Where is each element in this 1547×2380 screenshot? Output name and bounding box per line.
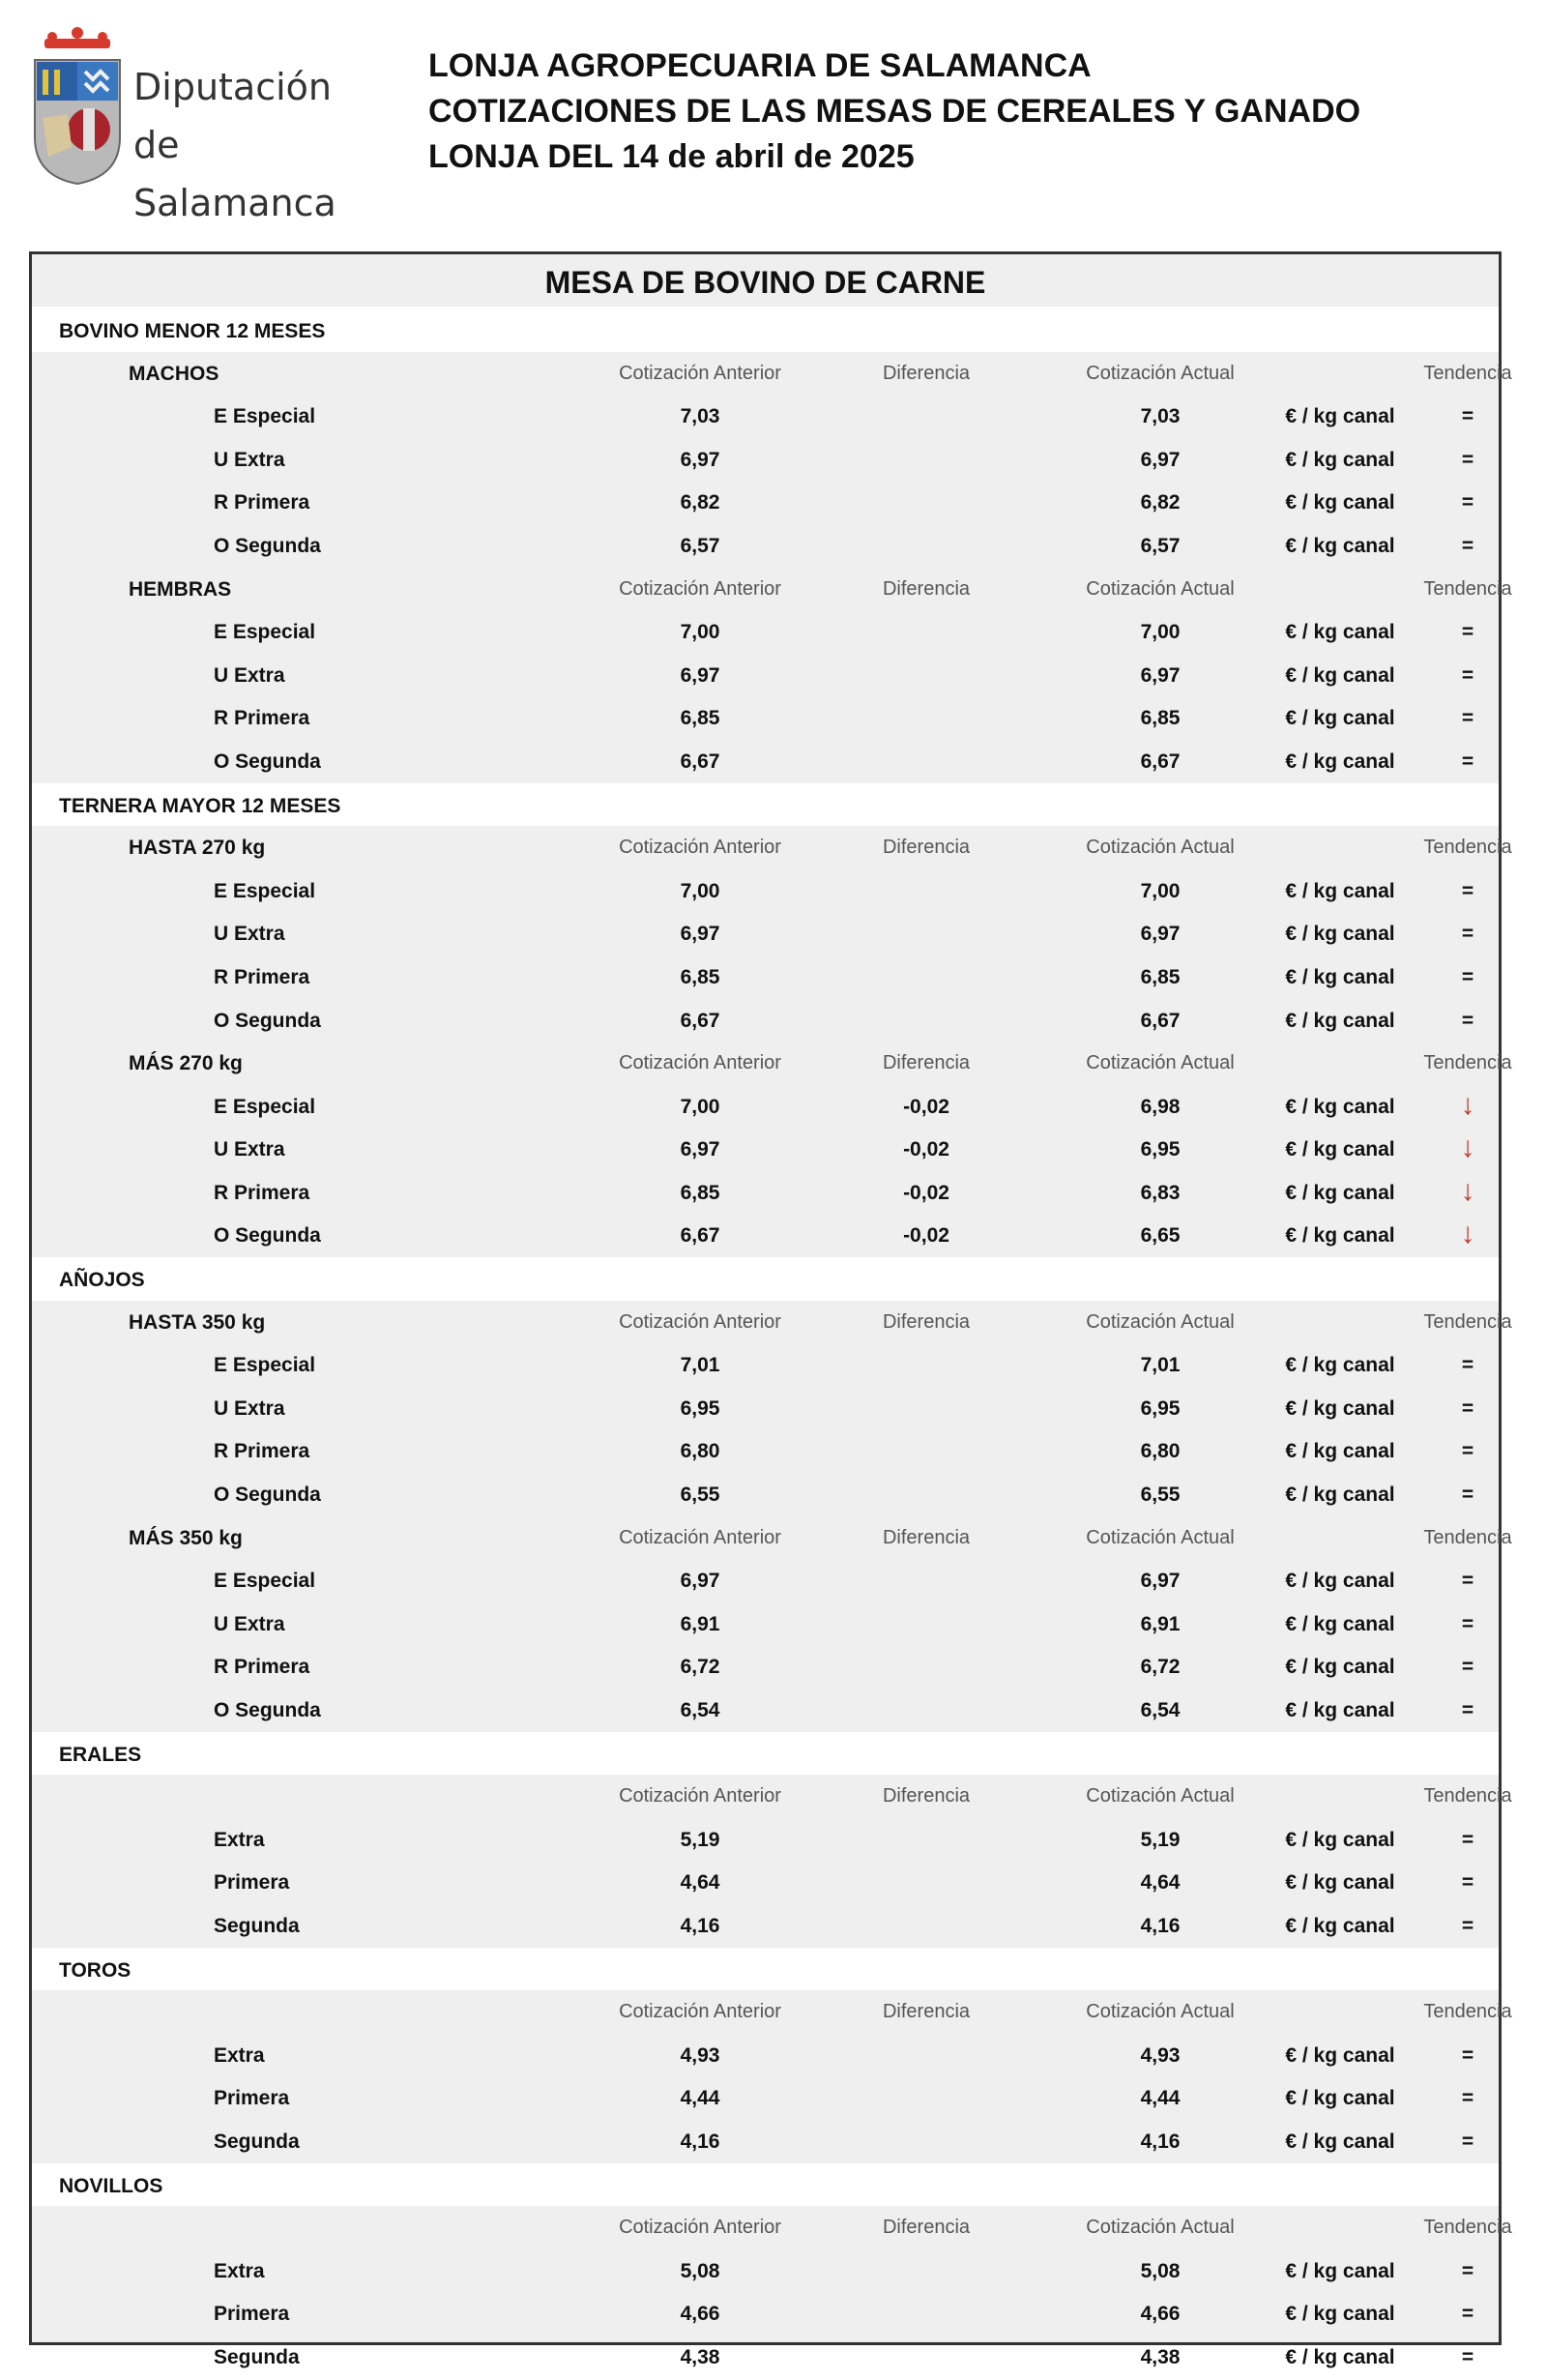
- price-unit: € / kg canal: [1285, 2130, 1395, 2153]
- trend-equal-icon: =: [1461, 2130, 1474, 2153]
- trend-equal-icon: =: [1461, 923, 1474, 946]
- col-diferencia-header: Diferencia: [882, 2217, 971, 2239]
- grade-label: E Especial: [214, 1095, 316, 1118]
- grade-label: E Especial: [214, 621, 316, 644]
- grade-label: R Primera: [214, 707, 310, 730]
- previous-price: 4,93: [680, 2043, 720, 2067]
- price-unit: € / kg canal: [1285, 405, 1395, 428]
- price-row: [32, 1429, 1499, 1473]
- previous-price: 4,38: [680, 2345, 720, 2368]
- col-anterior-header: Cotización Anterior: [619, 362, 781, 384]
- price-row: [32, 2292, 1499, 2336]
- trend-equal-icon: =: [1461, 621, 1474, 644]
- column-header-row: [32, 352, 1512, 396]
- price-row: [32, 1602, 1499, 1646]
- current-price: 6,67: [1140, 1009, 1181, 1032]
- coat-of-arms-icon: [29, 21, 126, 186]
- col-tendencia-header: Tendencia: [1423, 1052, 1512, 1074]
- grade-label: O Segunda: [214, 749, 321, 773]
- price-row: [32, 1085, 1499, 1129]
- price-row: [32, 912, 1499, 955]
- grade-label: Primera: [214, 1871, 290, 1895]
- col-tendencia-header: Tendencia: [1423, 577, 1512, 600]
- current-price: 6,65: [1140, 1224, 1181, 1248]
- grade-label: E Especial: [214, 1354, 316, 1377]
- previous-price: 4,64: [680, 1871, 720, 1895]
- price-unit: € / kg canal: [1285, 2259, 1395, 2282]
- trend-equal-icon: =: [1461, 2345, 1474, 2368]
- trend-equal-icon: =: [1461, 2303, 1474, 2326]
- price-unit: € / kg canal: [1285, 448, 1395, 471]
- col-diferencia-header: Diferencia: [882, 1526, 971, 1548]
- grade-label: R Primera: [214, 1656, 310, 1679]
- current-price: 6,95: [1140, 1138, 1181, 1161]
- previous-price: 5,08: [680, 2259, 720, 2282]
- col-diferencia-header: Diferencia: [882, 837, 971, 859]
- trend-equal-icon: =: [1461, 2043, 1474, 2067]
- grade-label: O Segunda: [214, 1484, 321, 1507]
- group-label: HASTA 350 kg: [129, 1310, 266, 1334]
- current-price: 7,00: [1140, 879, 1181, 902]
- document-header: [428, 44, 1360, 180]
- section-title: NOVILLOS: [59, 2174, 163, 2197]
- price-unit: € / kg canal: [1285, 1699, 1395, 1721]
- section-header: [32, 309, 1499, 352]
- col-actual-header: Cotización Actual: [1086, 1310, 1235, 1333]
- grade-label: O Segunda: [214, 1009, 321, 1032]
- section-header: [32, 1732, 1499, 1776]
- previous-price: 6,85: [680, 965, 720, 988]
- price-unit: € / kg canal: [1285, 1095, 1395, 1118]
- column-header-row: [32, 1301, 1512, 1344]
- section-header: [32, 783, 1499, 827]
- col-tendencia-header: Tendencia: [1423, 837, 1512, 859]
- current-price: 6,83: [1140, 1181, 1181, 1204]
- previous-price: 6,67: [680, 749, 720, 773]
- previous-price: 6,91: [680, 1612, 720, 1635]
- price-unit: € / kg canal: [1285, 1440, 1395, 1463]
- current-price: 6,55: [1140, 1484, 1181, 1507]
- price-row: [32, 1171, 1499, 1215]
- current-price: 7,01: [1140, 1354, 1181, 1377]
- price-row: [32, 999, 1499, 1043]
- previous-price: 6,80: [680, 1440, 720, 1463]
- grade-label: Primera: [214, 2087, 290, 2110]
- price-row: [32, 524, 1499, 568]
- price-unit: € / kg canal: [1285, 1396, 1395, 1420]
- col-actual-header: Cotización Actual: [1086, 837, 1235, 859]
- trend-equal-icon: =: [1461, 1656, 1474, 1679]
- price-row: [32, 1343, 1499, 1387]
- trend-equal-icon: =: [1461, 1440, 1474, 1463]
- price-unit: € / kg canal: [1285, 1612, 1395, 1635]
- current-price: 4,44: [1140, 2087, 1181, 2110]
- current-price: 6,97: [1140, 663, 1181, 687]
- grade-label: R Primera: [214, 491, 310, 514]
- col-diferencia-header: Diferencia: [882, 362, 971, 384]
- column-header-row: [32, 568, 1512, 611]
- trend-equal-icon: =: [1461, 2259, 1474, 2282]
- price-row: [32, 1128, 1499, 1171]
- price-row: [32, 1689, 1499, 1732]
- price-board: [29, 251, 1512, 2368]
- group-label: MACHOS: [129, 362, 219, 385]
- price-unit: € / kg canal: [1285, 923, 1395, 946]
- price-difference: -0,02: [903, 1095, 949, 1118]
- trend-equal-icon: =: [1461, 1354, 1474, 1377]
- column-header-row: [32, 1775, 1512, 1818]
- trend-equal-icon: =: [1461, 2087, 1474, 2110]
- grade-label: U Extra: [214, 923, 285, 946]
- trend-equal-icon: =: [1461, 749, 1474, 773]
- col-anterior-header: Cotización Anterior: [619, 1052, 781, 1074]
- grade-label: Segunda: [214, 2130, 300, 2153]
- grade-label: R Primera: [214, 1181, 310, 1204]
- grade-label: Segunda: [214, 1914, 300, 1937]
- board-title: MESA DE BOVINO DE CARNE: [32, 254, 1499, 309]
- current-price: 6,85: [1140, 707, 1181, 730]
- col-anterior-header: Cotización Anterior: [619, 2001, 781, 2023]
- previous-price: 7,00: [680, 1095, 720, 1118]
- price-row: [32, 2034, 1499, 2077]
- price-unit: € / kg canal: [1285, 1181, 1395, 1204]
- diputacion-logo: [29, 21, 372, 224]
- col-actual-header: Cotización Actual: [1086, 1785, 1235, 1807]
- price-row: [32, 2076, 1499, 2120]
- current-price: 4,93: [1140, 2043, 1181, 2067]
- trend-equal-icon: =: [1461, 534, 1474, 557]
- trend-down-icon: ↓: [1460, 1218, 1475, 1250]
- grade-label: Primera: [214, 2303, 290, 2326]
- section-title: ERALES: [59, 1743, 142, 1766]
- trend-equal-icon: =: [1461, 1612, 1474, 1635]
- previous-price: 6,67: [680, 1009, 720, 1032]
- trend-equal-icon: =: [1461, 1914, 1474, 1937]
- current-price: 6,91: [1140, 1612, 1181, 1635]
- section-header: [32, 1257, 1499, 1301]
- trend-down-icon: ↓: [1460, 1088, 1475, 1121]
- col-actual-header: Cotización Actual: [1086, 1526, 1235, 1548]
- price-unit: € / kg canal: [1285, 1828, 1395, 1851]
- grade-label: O Segunda: [214, 1224, 321, 1248]
- logo-line2: de Salamanca: [133, 124, 336, 224]
- previous-price: 6,97: [680, 1138, 720, 1161]
- previous-price: 7,00: [680, 621, 720, 644]
- price-unit: € / kg canal: [1285, 1484, 1395, 1507]
- col-actual-header: Cotización Actual: [1086, 2001, 1235, 2023]
- trend-equal-icon: =: [1461, 448, 1474, 471]
- section-title: TERNERA MAYOR 12 MESES: [59, 794, 341, 817]
- previous-price: 4,16: [680, 2130, 720, 2153]
- price-unit: € / kg canal: [1285, 1871, 1395, 1895]
- current-price: 6,67: [1140, 749, 1181, 773]
- previous-price: 7,01: [680, 1354, 720, 1377]
- current-price: 6,57: [1140, 534, 1181, 557]
- price-row: [32, 1214, 1499, 1257]
- col-tendencia-header: Tendencia: [1423, 362, 1512, 384]
- grade-label: Extra: [214, 1828, 265, 1851]
- col-anterior-header: Cotización Anterior: [619, 1526, 781, 1548]
- price-unit: € / kg canal: [1285, 2303, 1395, 2326]
- previous-price: 6,97: [680, 923, 720, 946]
- price-row: [32, 1818, 1499, 1862]
- current-price: 4,16: [1140, 2130, 1181, 2153]
- col-diferencia-header: Diferencia: [882, 1052, 971, 1074]
- price-row: [32, 438, 1499, 482]
- price-unit: € / kg canal: [1285, 1354, 1395, 1377]
- col-diferencia-header: Diferencia: [882, 1785, 971, 1807]
- group-label: HEMBRAS: [129, 577, 232, 601]
- grade-label: E Especial: [214, 405, 316, 428]
- price-difference: -0,02: [903, 1224, 949, 1248]
- previous-price: 4,44: [680, 2087, 720, 2110]
- grade-label: E Especial: [214, 1570, 316, 1593]
- trend-equal-icon: =: [1461, 1570, 1474, 1593]
- grade-label: Segunda: [214, 2345, 300, 2368]
- column-header-row: [32, 1042, 1512, 1085]
- previous-price: 4,66: [680, 2303, 720, 2326]
- trend-equal-icon: =: [1461, 1396, 1474, 1420]
- current-price: 6,82: [1140, 491, 1181, 514]
- price-unit: € / kg canal: [1285, 749, 1395, 773]
- current-price: 6,97: [1140, 448, 1181, 471]
- price-unit: € / kg canal: [1285, 2345, 1395, 2368]
- grade-label: U Extra: [214, 1612, 285, 1635]
- grade-label: U Extra: [214, 663, 285, 687]
- column-header-row: [32, 1516, 1512, 1560]
- col-diferencia-header: Diferencia: [882, 577, 971, 600]
- col-tendencia-header: Tendencia: [1423, 1310, 1512, 1333]
- price-unit: € / kg canal: [1285, 2087, 1395, 2110]
- price-unit: € / kg canal: [1285, 879, 1395, 902]
- price-unit: € / kg canal: [1285, 1224, 1395, 1248]
- current-price: 7,00: [1140, 621, 1181, 644]
- section-title: BOVINO MENOR 12 MESES: [59, 320, 326, 342]
- previous-price: 6,97: [680, 1570, 720, 1593]
- col-anterior-header: Cotización Anterior: [619, 1785, 781, 1807]
- trend-equal-icon: =: [1461, 879, 1474, 902]
- current-price: 4,38: [1140, 2345, 1181, 2368]
- section-title: TOROS: [59, 1958, 131, 1982]
- trend-equal-icon: =: [1461, 405, 1474, 428]
- current-price: 7,03: [1140, 405, 1181, 428]
- price-unit: € / kg canal: [1285, 707, 1395, 730]
- previous-price: 6,97: [680, 663, 720, 687]
- price-row: [32, 1861, 1499, 1904]
- current-price: 4,64: [1140, 1871, 1181, 1895]
- price-row: [32, 740, 1499, 783]
- col-diferencia-header: Diferencia: [882, 2001, 971, 2023]
- column-header-row: [32, 1990, 1512, 2034]
- previous-price: 6,55: [680, 1484, 720, 1507]
- col-actual-header: Cotización Actual: [1086, 362, 1235, 384]
- trend-down-icon: ↓: [1460, 1131, 1475, 1164]
- grade-label: R Primera: [214, 965, 310, 988]
- group-label: HASTA 270 kg: [129, 837, 266, 860]
- grade-label: U Extra: [214, 448, 285, 471]
- col-anterior-header: Cotización Anterior: [619, 577, 781, 600]
- price-row: [32, 610, 1499, 654]
- price-row: [32, 2120, 1499, 2163]
- previous-price: 4,16: [680, 1914, 720, 1937]
- trend-equal-icon: =: [1461, 1871, 1474, 1895]
- col-tendencia-header: Tendencia: [1423, 1785, 1512, 1807]
- trend-down-icon: ↓: [1460, 1174, 1475, 1207]
- previous-price: 6,82: [680, 491, 720, 514]
- column-header-row: [32, 2206, 1512, 2249]
- col-tendencia-header: Tendencia: [1423, 2217, 1512, 2239]
- trend-equal-icon: =: [1461, 1484, 1474, 1507]
- header-line2: COTIZACIONES DE LAS MESAS DE CEREALES Y GANADO: [428, 93, 1361, 130]
- grade-label: O Segunda: [214, 1699, 321, 1721]
- section-title: AÑOJOS: [59, 1269, 145, 1292]
- price-difference: -0,02: [903, 1138, 949, 1161]
- group-label: MÁS 350 kg: [129, 1526, 243, 1549]
- current-price: 6,98: [1140, 1095, 1181, 1118]
- price-row: [32, 2249, 1499, 2293]
- trend-equal-icon: =: [1461, 1009, 1474, 1032]
- trend-equal-icon: =: [1461, 491, 1474, 514]
- col-tendencia-header: Tendencia: [1423, 1526, 1512, 1548]
- price-row: [32, 1473, 1499, 1516]
- grade-label: R Primera: [214, 1440, 310, 1463]
- current-price: 5,19: [1140, 1828, 1181, 1851]
- current-price: 6,95: [1140, 1396, 1181, 1420]
- current-price: 4,66: [1140, 2303, 1181, 2326]
- previous-price: 6,67: [680, 1224, 720, 1248]
- price-row: [32, 395, 1499, 438]
- price-unit: € / kg canal: [1285, 663, 1395, 687]
- price-row: [32, 1559, 1499, 1602]
- current-price: 6,97: [1140, 1570, 1181, 1593]
- grade-label: O Segunda: [214, 534, 321, 557]
- price-row: [32, 481, 1499, 524]
- grade-label: Extra: [214, 2259, 265, 2282]
- trend-equal-icon: =: [1461, 1828, 1474, 1851]
- current-price: 4,16: [1140, 1914, 1181, 1937]
- price-unit: € / kg canal: [1285, 534, 1395, 557]
- col-anterior-header: Cotización Anterior: [619, 837, 781, 859]
- price-unit: € / kg canal: [1285, 621, 1395, 644]
- col-anterior-header: Cotización Anterior: [619, 2217, 781, 2239]
- price-row: [32, 869, 1499, 913]
- previous-price: 6,85: [680, 707, 720, 730]
- grade-label: U Extra: [214, 1396, 285, 1420]
- current-price: 5,08: [1140, 2259, 1181, 2282]
- price-unit: € / kg canal: [1285, 2043, 1395, 2067]
- price-row: [32, 1904, 1499, 1948]
- trend-equal-icon: =: [1461, 707, 1474, 730]
- previous-price: 6,72: [680, 1656, 720, 1679]
- price-unit: € / kg canal: [1285, 1138, 1395, 1161]
- price-unit: € / kg canal: [1285, 1656, 1395, 1679]
- price-unit: € / kg canal: [1285, 965, 1395, 988]
- section-header: [32, 2163, 1499, 2207]
- current-price: 6,97: [1140, 923, 1181, 946]
- previous-price: 5,19: [680, 1828, 720, 1851]
- section-header: [32, 1948, 1499, 1991]
- trend-equal-icon: =: [1461, 1699, 1474, 1721]
- col-actual-header: Cotización Actual: [1086, 2217, 1235, 2239]
- price-row: [32, 654, 1499, 697]
- previous-price: 6,85: [680, 1181, 720, 1204]
- price-unit: € / kg canal: [1285, 1914, 1395, 1937]
- grade-label: U Extra: [214, 1138, 285, 1161]
- current-price: 6,72: [1140, 1656, 1181, 1679]
- col-actual-header: Cotización Actual: [1086, 1052, 1235, 1074]
- header-line3: LONJA DEL 14 de abril de 2025: [428, 138, 915, 175]
- col-anterior-header: Cotización Anterior: [619, 1310, 781, 1333]
- logo-line1: Diputación: [133, 66, 332, 108]
- price-difference: -0,02: [903, 1181, 949, 1204]
- current-price: 6,85: [1140, 965, 1181, 988]
- price-unit: € / kg canal: [1285, 1009, 1395, 1032]
- previous-price: 6,95: [680, 1396, 720, 1420]
- price-row: [32, 696, 1499, 740]
- col-actual-header: Cotización Actual: [1086, 577, 1235, 600]
- current-price: 6,80: [1140, 1440, 1181, 1463]
- previous-price: 6,54: [680, 1699, 720, 1721]
- price-rows: [32, 309, 1512, 2379]
- previous-price: 7,03: [680, 405, 720, 428]
- col-diferencia-header: Diferencia: [882, 1310, 971, 1333]
- logo-text: [133, 58, 372, 232]
- price-unit: € / kg canal: [1285, 1570, 1395, 1593]
- grade-label: E Especial: [214, 879, 316, 902]
- grade-label: Extra: [214, 2043, 265, 2067]
- trend-equal-icon: =: [1461, 663, 1474, 687]
- price-row: [32, 955, 1499, 999]
- col-tendencia-header: Tendencia: [1423, 2001, 1512, 2023]
- price-unit: € / kg canal: [1285, 491, 1395, 514]
- header-line1: LONJA AGROPECUARIA DE SALAMANCA: [428, 47, 1092, 84]
- previous-price: 7,00: [680, 879, 720, 902]
- previous-price: 6,97: [680, 448, 720, 471]
- previous-price: 6,57: [680, 534, 720, 557]
- price-row: [32, 1645, 1499, 1689]
- group-label: MÁS 270 kg: [129, 1052, 243, 1075]
- trend-equal-icon: =: [1461, 965, 1474, 988]
- price-row: [32, 2336, 1499, 2379]
- column-header-row: [32, 826, 1512, 869]
- price-row: [32, 1387, 1499, 1430]
- current-price: 6,54: [1140, 1699, 1181, 1721]
